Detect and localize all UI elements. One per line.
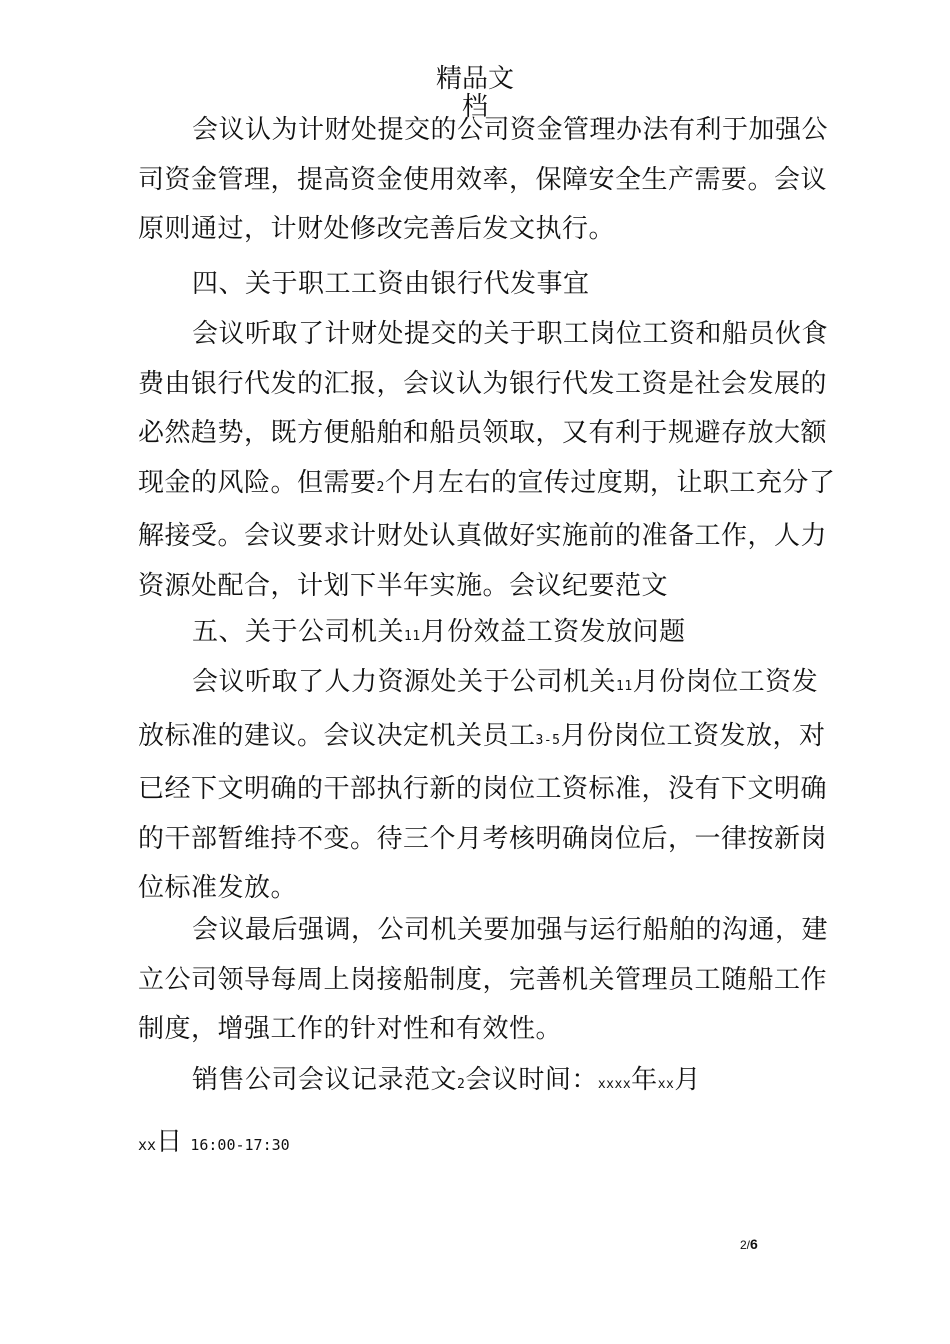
time-range: 16:00-17:30 xyxy=(190,1136,290,1154)
header-line-1: 精品文 xyxy=(435,64,514,94)
section-heading-text: 五、关于公司机关 xyxy=(192,617,405,647)
page-current: 2/ xyxy=(740,1238,751,1252)
paragraph-fund-management xyxy=(138,106,838,255)
inline-number: 2 xyxy=(457,1077,466,1092)
paragraph-text: 会议认为计财处提交的公司资金管理办法有利于加强公司资金管理，提高资金使用效率，保障安全生产需要。会议原则通过，计财处修改完善后发文执行。 xyxy=(138,115,829,244)
paragraph-text: 年 xyxy=(631,1065,658,1095)
paragraph-closing-emphasis xyxy=(138,906,838,1055)
meeting-date-time xyxy=(138,1122,290,1165)
inline-placeholder: xxxx xyxy=(597,1077,632,1092)
paragraph-text: 会议时间： xyxy=(465,1065,598,1095)
paragraph-text: 月份岗位工资发放，对已经下文明确的干部执行新的岗位工资标准，没有下文明确的干部暂维持不变。待三个月考核明确岗位后，一律按新岗位标准发放。 xyxy=(138,720,828,903)
header-line-2: 档 xyxy=(461,92,488,122)
paragraph-text: 会议听取了计财处提交的关于职工岗位工资和船员伙食费由银行代发的汇报，会议认为银行代发工资是社会发展的必然趋势，既方便船舶和船员领取，又有利于规避存放大额现金的风险。但需要 xyxy=(138,319,829,498)
section-heading-four xyxy=(138,260,838,310)
paragraph-text: 销售公司会议记录范文 xyxy=(192,1065,458,1095)
section-heading-text: 月份效益工资发放问题 xyxy=(420,617,686,647)
paragraph-sales-meeting-time xyxy=(138,1056,838,1110)
paragraph-text: 会议最后强调，公司机关要加强与运行船舶的沟通，建立公司领导每周上岗接船制度，完善机关管理员工随船工作制度，增强工作的针对性和有效性。 xyxy=(138,915,829,1044)
section-heading-five xyxy=(138,608,838,662)
page-number xyxy=(740,1236,758,1252)
paragraph-text: 月 xyxy=(674,1065,701,1095)
paragraph-text: 会议听取了人力资源处关于公司机关 xyxy=(192,667,617,697)
paragraph-text: 个月左右的宣传过度期，让职工充分了解接受。会议要求计财处认真做好实施前的准备工作，人力资源处配合，计划下半年实施。会议纪要范文 xyxy=(138,467,836,601)
inline-number: 11 xyxy=(404,629,421,644)
inline-number: 11 xyxy=(616,679,633,694)
paragraph-bank-payroll xyxy=(138,310,838,611)
day-placeholder: xx xyxy=(138,1136,157,1154)
inline-number: 2 xyxy=(376,479,385,495)
section-heading-text: 四、关于职工工资由银行代发事宜 xyxy=(192,269,590,299)
page-total: 6 xyxy=(750,1236,758,1252)
inline-placeholder: xx xyxy=(657,1077,675,1092)
day-label: 日 xyxy=(156,1127,183,1157)
paragraph-text: 月份岗位工资发放标准的建议。会议决定机关员工 xyxy=(138,667,819,751)
paragraph-bonus-wages xyxy=(138,658,838,914)
inline-number: 3-5 xyxy=(535,732,561,748)
